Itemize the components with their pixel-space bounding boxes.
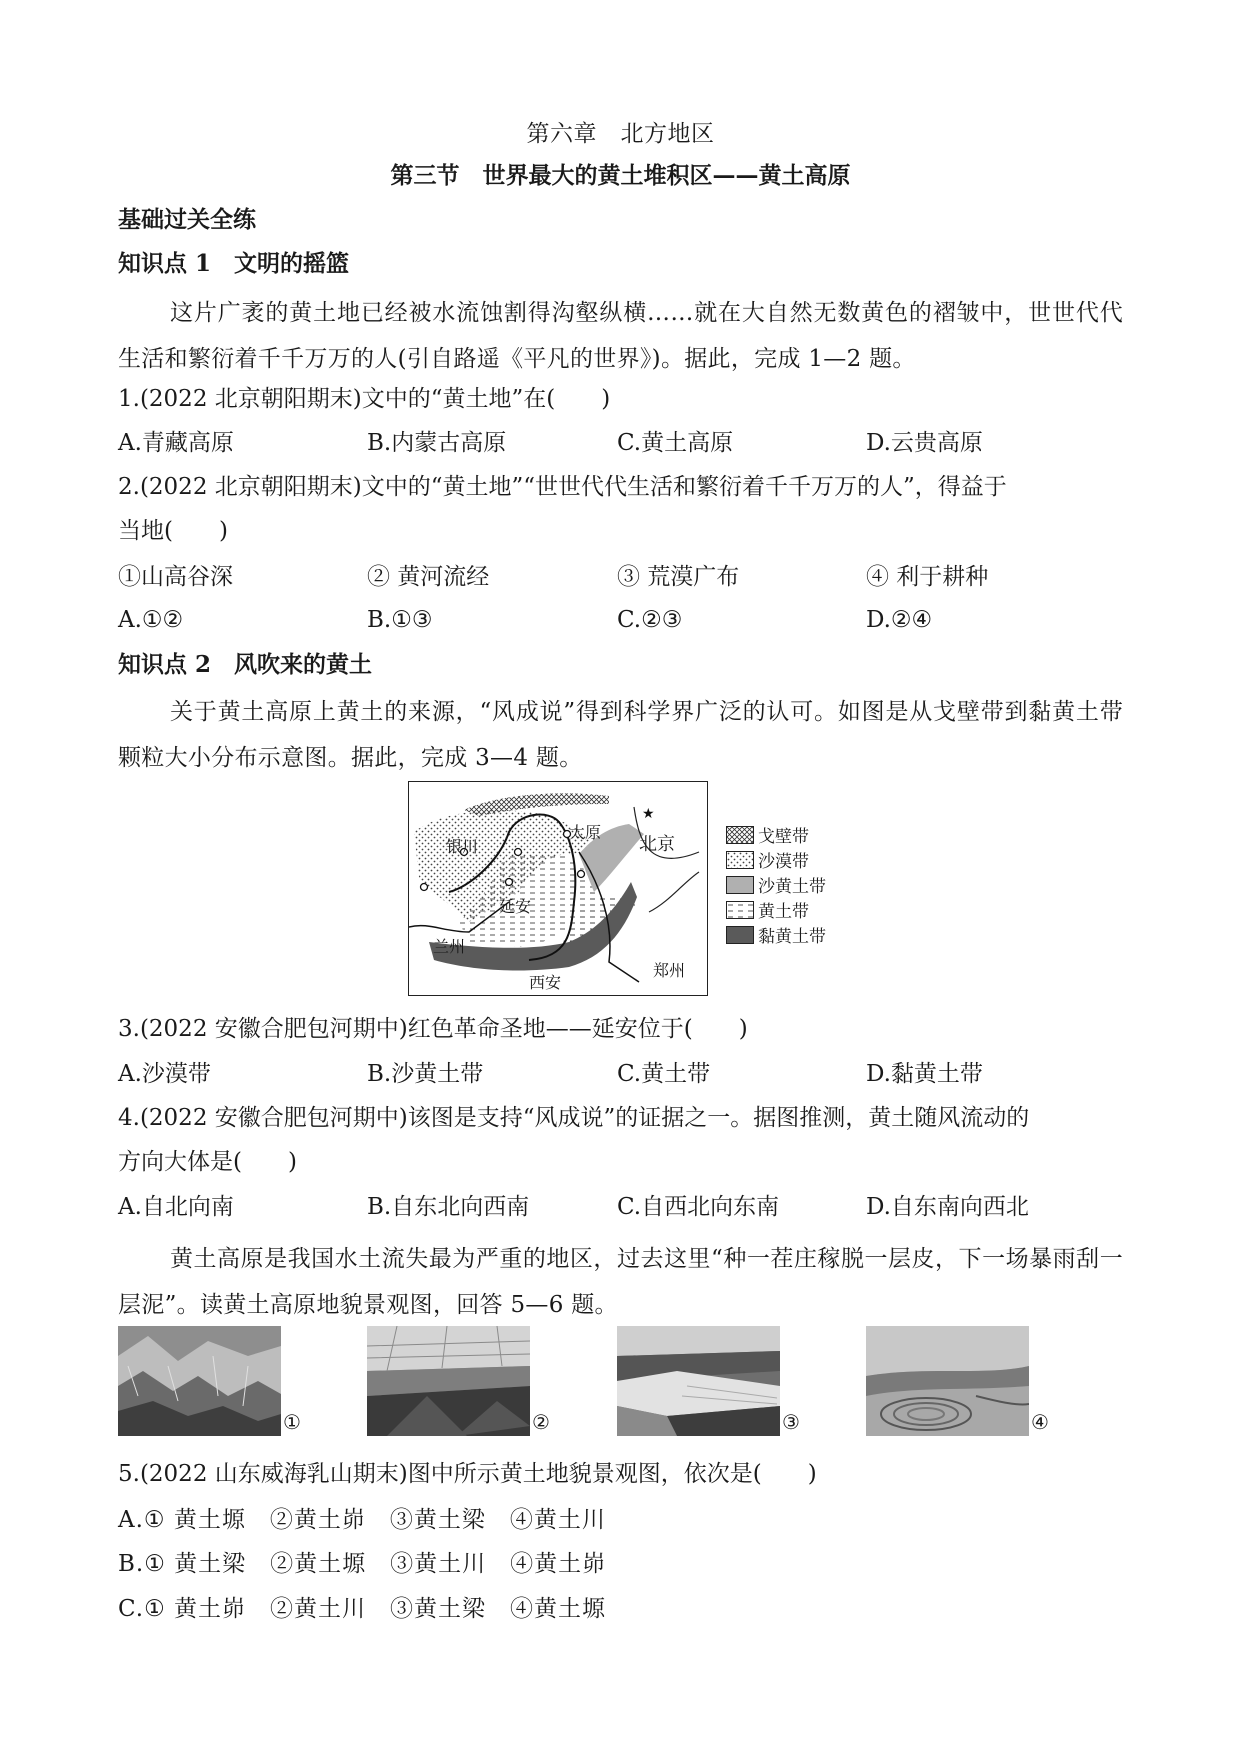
zhengzhou-marker: [578, 871, 585, 878]
q5-option-a[interactable]: A.① 黄土塬 ②黄土峁 ③黄土梁 ④黄土川: [118, 1507, 606, 1533]
desert-swatch: [726, 851, 754, 869]
q1-option-a[interactable]: A.青藏高原: [118, 430, 234, 456]
q1-option-c[interactable]: C.黄土高原: [617, 430, 734, 456]
legend-item-clay-loess: [726, 922, 826, 947]
landform-intro-paragraph: 黄土高原是我国水土流失最为严重的地区，过去这里“种一茬庄稼脱一层皮，下一场暴雨刮一层泥”。读黄土高原地貌景观图，回答 5—6 题。: [118, 1246, 1123, 1318]
q2-item-3: ③ 荒漠广布: [617, 564, 740, 590]
legend-label-loess: 黄土带: [758, 902, 809, 922]
knowledge-point-2-title: 知识点 2 风吹来的黄土: [118, 651, 373, 678]
q2-stem-line2: 当地( ): [118, 518, 228, 544]
lanzhou-marker: [421, 884, 428, 891]
q3-option-b[interactable]: B.沙黄土带: [367, 1061, 484, 1087]
photo-4-number: ④: [1031, 1410, 1049, 1434]
chapter-title: 第六章 北方地区: [526, 121, 715, 147]
legend-item-gobi: [726, 822, 826, 847]
q2-stem-line1: 2.(2022 北京朝阳期末)文中的“黄土地”“世世代代生活和繁衍着千千万万的人”，得益于: [118, 474, 1007, 500]
q1-stem: 1.(2022 北京朝阳期末)文中的“黄土地”在( ): [118, 386, 611, 412]
loess-swatch: [726, 901, 754, 919]
beijing-star: ★: [642, 806, 655, 822]
gobi-swatch: [726, 826, 754, 844]
sandy-loess-swatch: [726, 876, 754, 894]
q3-stem: 3.(2022 安徽合肥包河期中)红色革命圣地——延安位于( ): [118, 1016, 748, 1042]
legend-item-sandy-loess: [726, 872, 826, 897]
photo-3-loess-landform: [617, 1326, 780, 1436]
map-label-yanan: 延安: [499, 897, 532, 916]
q2-option-b[interactable]: B.①③: [367, 607, 433, 633]
q4-option-d[interactable]: D.自东南向西北: [866, 1194, 1029, 1220]
legend-item-loess: [726, 897, 826, 922]
knowledge-point-1-title: 知识点 1 文明的摇篮: [118, 250, 350, 277]
q4-stem-line1: 4.(2022 安徽合肥包河期中)该图是支持“风成说”的证据之一。据图推测，黄土随风流动的: [118, 1105, 1030, 1131]
photo-1-loess-landform: [118, 1326, 281, 1436]
photo-3-number: ③: [782, 1410, 800, 1434]
map-legend: [726, 822, 826, 947]
photo-1-number: ①: [283, 1410, 301, 1434]
xian-marker: [506, 879, 513, 886]
q2-item-2: ② 黄河流经: [367, 564, 490, 590]
map-label-xian: 西安: [529, 973, 562, 992]
q1-option-d[interactable]: D.云贵高原: [866, 430, 983, 456]
q2-option-c[interactable]: C.②③: [617, 607, 683, 633]
map-label-beijing: 北京: [639, 834, 675, 855]
legend-label-desert: 沙漠带: [758, 852, 809, 872]
loess-distribution-map: [408, 781, 708, 996]
kp1-intro-paragraph: 这片广袤的黄土地已经被水流蚀割得沟壑纵横……就在大自然无数黄色的褶皱中，世世代代生活和繁衍着千千万万的人(引自路遥《平凡的世界》)。据此，完成 1—2 题。: [118, 300, 1123, 372]
q4-option-c[interactable]: C.自西北向东南: [617, 1194, 780, 1220]
photo-4-loess-landform: [866, 1326, 1029, 1436]
section-title: 第三节 世界最大的黄土堆积区——黄土高原: [390, 162, 851, 189]
legend-label-gobi: 戈壁带: [758, 827, 809, 847]
photo-2-loess-landform: [367, 1326, 530, 1436]
q4-option-a[interactable]: A.自北向南: [118, 1194, 234, 1220]
q3-option-c[interactable]: C.黄土带: [617, 1061, 711, 1087]
legend-label-sandy-loess: 沙黄土带: [758, 877, 826, 897]
q2-option-d[interactable]: D.②④: [866, 607, 933, 633]
kp2-intro-paragraph: 关于黄土高原上黄土的来源，“风成说”得到科学界广泛的认可。如图是从戈壁带到黏黄土带颗粒大小分布示意图。据此，完成 3—4 题。: [118, 699, 1123, 771]
q5-option-b[interactable]: B.① 黄土梁 ②黄土塬 ③黄土川 ④黄土峁: [118, 1551, 607, 1577]
legend-label-clay-loess: 黏黄土带: [758, 927, 826, 947]
q3-option-a[interactable]: A.沙漠带: [118, 1061, 211, 1087]
map-label-zhengzhou: 郑州: [653, 961, 686, 980]
photo-2-number: ②: [532, 1410, 550, 1434]
map-label-yinchuan: 银川: [446, 837, 479, 856]
q2-item-4: ④ 利于耕种: [866, 564, 989, 590]
q5-option-c[interactable]: C.① 黄土峁 ②黄土川 ③黄土梁 ④黄土塬: [118, 1596, 607, 1622]
map-label-lanzhou: 兰州: [433, 937, 466, 956]
q1-option-b[interactable]: B.内蒙古高原: [367, 430, 507, 456]
clay-loess-swatch: [726, 926, 754, 944]
yanan-marker: [515, 849, 522, 856]
q5-stem: 5.(2022 山东威海乳山期末)图中所示黄土地貌景观图，依次是( ): [118, 1461, 817, 1487]
q2-item-1: ①山高谷深: [118, 564, 233, 590]
map-label-taiyuan: 太原: [569, 823, 602, 842]
practice-title: 基础过关全练: [118, 206, 256, 233]
q2-option-a[interactable]: A.①②: [118, 607, 184, 633]
legend-item-desert: [726, 847, 826, 872]
q3-option-d[interactable]: D.黏黄土带: [866, 1061, 983, 1087]
q4-stem-line2: 方向大体是( ): [118, 1149, 297, 1175]
q4-option-b[interactable]: B.自东北向西南: [367, 1194, 530, 1220]
